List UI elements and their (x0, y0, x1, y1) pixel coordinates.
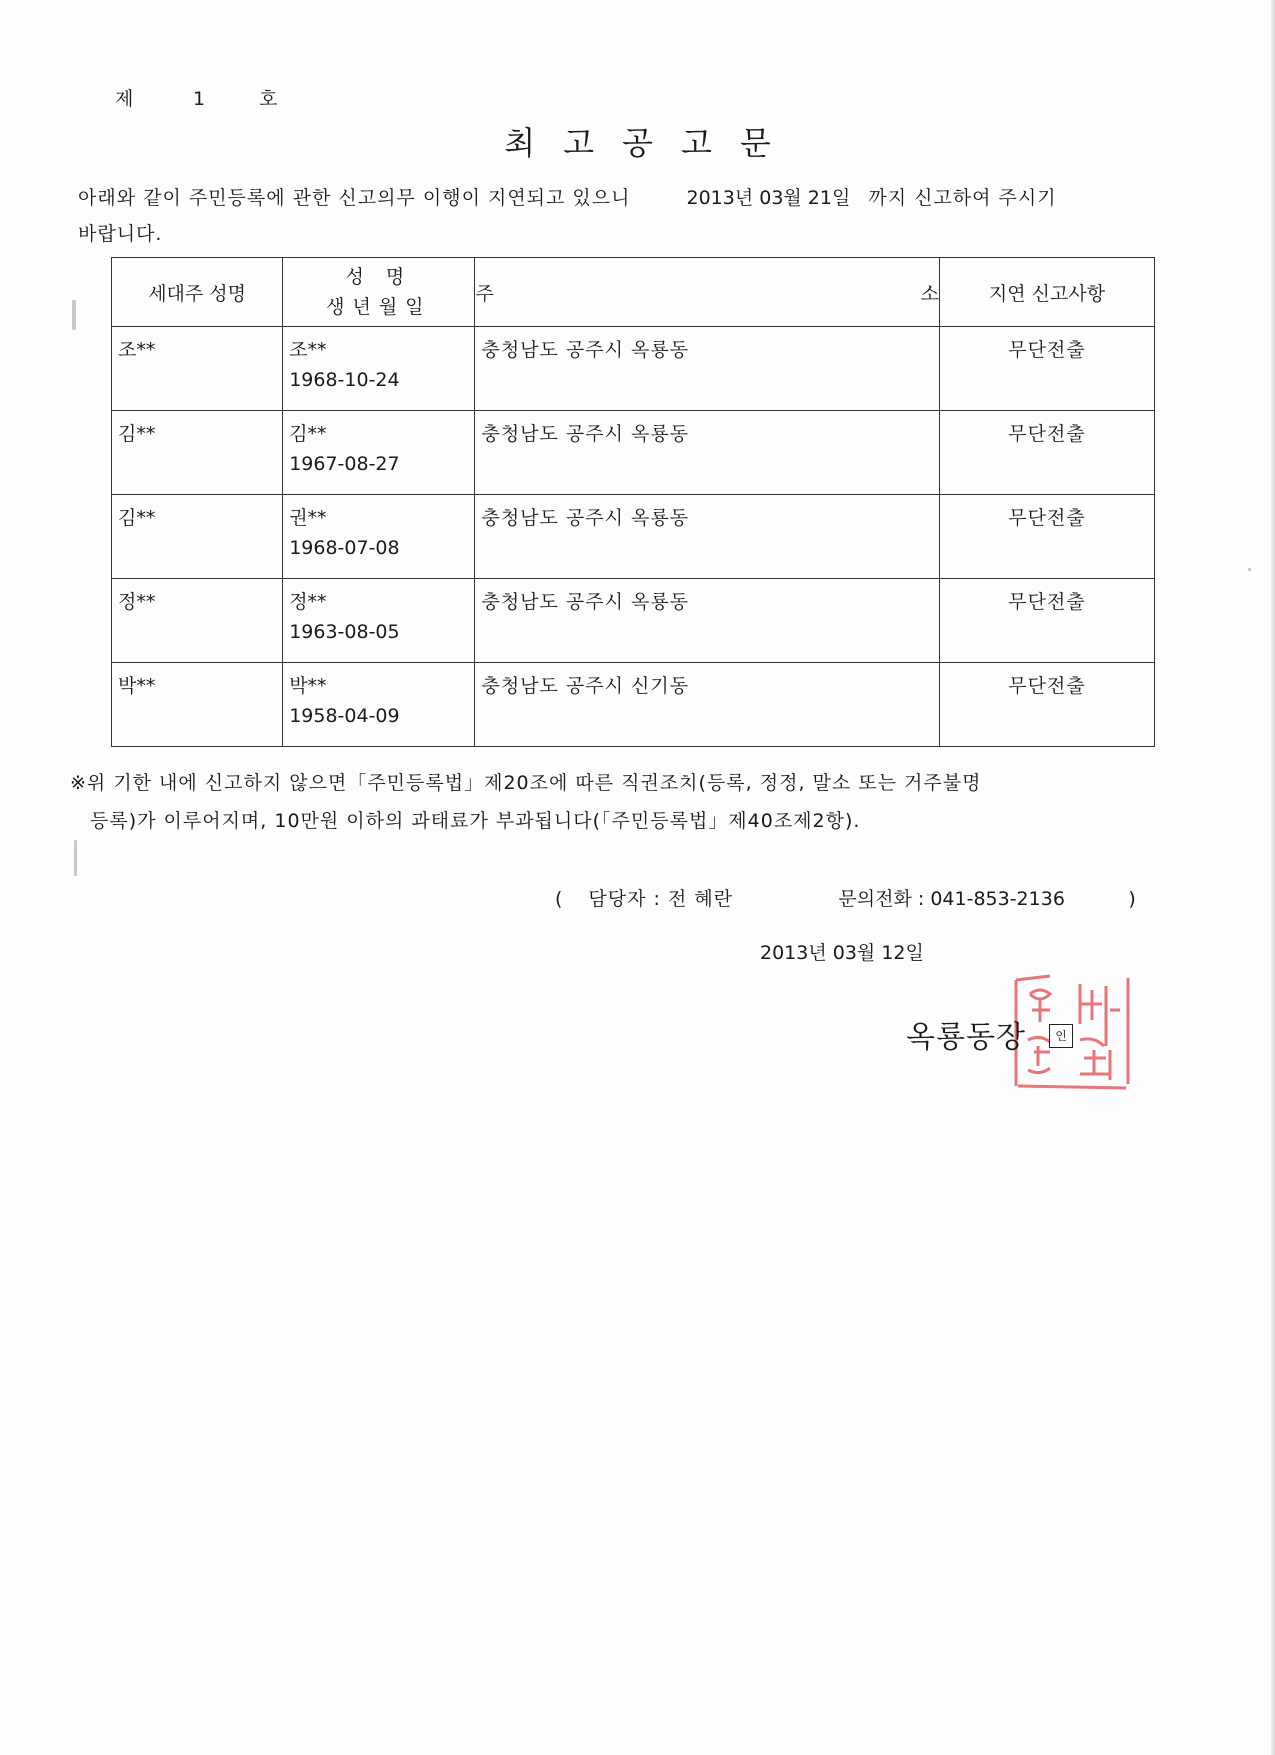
table-row (112, 327, 1155, 411)
footnote (70, 764, 1170, 840)
scan-artifact (74, 840, 77, 876)
intro-paragraph (78, 180, 1158, 252)
scan-artifact (1248, 568, 1251, 571)
contact-open-paren: ( (555, 888, 563, 910)
cell-address: 충청남도 공주시 옥룡동 (481, 591, 690, 613)
cell-householder: 김** (118, 507, 156, 529)
cell-name: 박** (289, 675, 327, 697)
header-householder: 세대주 성명 (112, 258, 283, 327)
header-address-left: 주 (475, 282, 494, 305)
cell-address: 충청남도 공주시 신기동 (481, 675, 690, 697)
doc-number-ho: 호 (259, 88, 278, 110)
cell-householder: 김** (118, 423, 156, 445)
table-row (112, 579, 1155, 663)
cell-status: 무단전출 (1008, 507, 1086, 529)
table-header-row (112, 258, 1155, 327)
header-birth: 생년월일 (326, 296, 432, 318)
cell-birth: 1963-08-05 (289, 621, 400, 643)
signer-title: 옥룡동장 (906, 1020, 1026, 1055)
cell-householder: 박** (118, 675, 156, 697)
cell-status: 무단전출 (1008, 675, 1086, 697)
intro-deadline: 2013년 03월 21일 (686, 187, 851, 209)
contact-person: 담당자 : 전 혜란 (588, 888, 734, 910)
cell-status: 무단전출 (1008, 423, 1086, 445)
doc-number-value: 1 (193, 88, 206, 110)
cell-name: 정** (289, 591, 327, 613)
footnote-line1: ※위 기한 내에 신고하지 않으면「주민등록법」제20조에 따른 직권조치(등록, 정정, 말소 또는 거주불명 (70, 772, 982, 794)
footnote-line2: 등록)가 이루어지며, 10만원 이하의 과태료가 부과됩니다(「주민등록법」제40조제2항). (90, 810, 861, 832)
header-address-right: 소 (920, 282, 940, 305)
scan-artifact (72, 300, 76, 330)
cell-address: 충청남도 공주시 옥룡동 (481, 339, 690, 361)
table-row (112, 663, 1155, 747)
issue-date: 2013년 03월 12일 (760, 942, 924, 964)
contact-close-paren: ) (1128, 888, 1136, 910)
table-row (112, 411, 1155, 495)
cell-name: 조** (289, 339, 327, 361)
cell-name: 김** (289, 423, 327, 445)
header-address (475, 258, 940, 327)
scan-edge (1271, 0, 1275, 1755)
cell-address: 충청남도 공주시 옥룡동 (481, 423, 690, 445)
document-title: 최고공고문 (504, 124, 799, 162)
cell-birth: 1968-07-08 (289, 537, 400, 559)
cell-householder: 조** (118, 339, 156, 361)
seal-mark: 인 (1049, 1024, 1073, 1048)
header-status: 지연 신고사항 (940, 258, 1155, 327)
cell-status: 무단전출 (1008, 591, 1086, 613)
cell-status: 무단전출 (1008, 339, 1086, 361)
doc-number-je: 제 (115, 88, 134, 110)
table-row (112, 495, 1155, 579)
contact-phone: 문의전화 : 041-853-2136 (838, 888, 1065, 910)
intro-line2: 바랍니다. (78, 223, 163, 245)
header-name-birth (283, 258, 475, 327)
cell-birth: 1958-04-09 (289, 705, 400, 727)
notice-table (111, 257, 1155, 747)
cell-householder: 정** (118, 591, 156, 613)
cell-birth: 1967-08-27 (289, 453, 400, 475)
intro-after: 까지 신고하여 주시기 (868, 187, 1057, 209)
contact-line (555, 884, 1136, 911)
document-number (115, 84, 277, 111)
header-name: 성 명 (345, 266, 413, 288)
cell-name: 권** (289, 507, 327, 529)
cell-birth: 1968-10-24 (289, 369, 400, 391)
intro-text: 아래와 같이 주민등록에 관한 신고의무 이행이 지연되고 있으니 (78, 187, 631, 209)
cell-address: 충청남도 공주시 옥룡동 (481, 507, 690, 529)
